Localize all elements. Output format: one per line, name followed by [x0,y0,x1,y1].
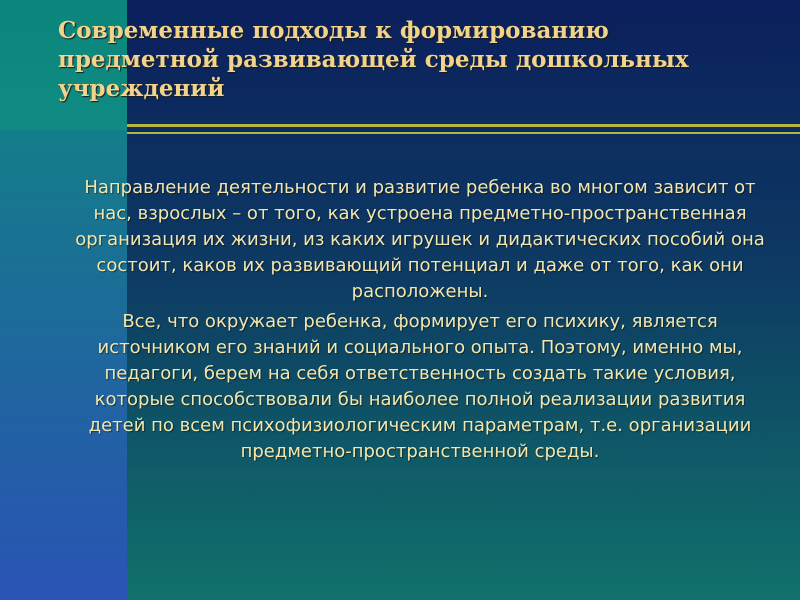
title-divider-line-2 [127,132,800,134]
title-divider-line-1 [127,124,800,127]
body-paragraph-2: Все, что окружает ребенка, формирует его психику, является источником его знаний и социального опыта. Поэтому, именно мы, педагоги, берем на себя ответственность создать такие условия, которые способствовали бы наиболее полной реализации развития детей по всем психофизиологическим параметрам, т.е. организации предметно-пространственной среды. [88,311,752,462]
slide-title: Современные подходы к формированию предметной развивающей среды дошкольных учреждений [58,17,689,102]
slide-body [75,175,765,469]
body-paragraph-1: Направление деятельности и развитие ребенка во многом зависит от нас, взрослых – от того, как устроена предметно-пространственная организация их жизни, из каких игрушек и дидактических пособий она состоит, каков их развивающий потенциал и даже от того, как они расположены. [75,177,765,302]
